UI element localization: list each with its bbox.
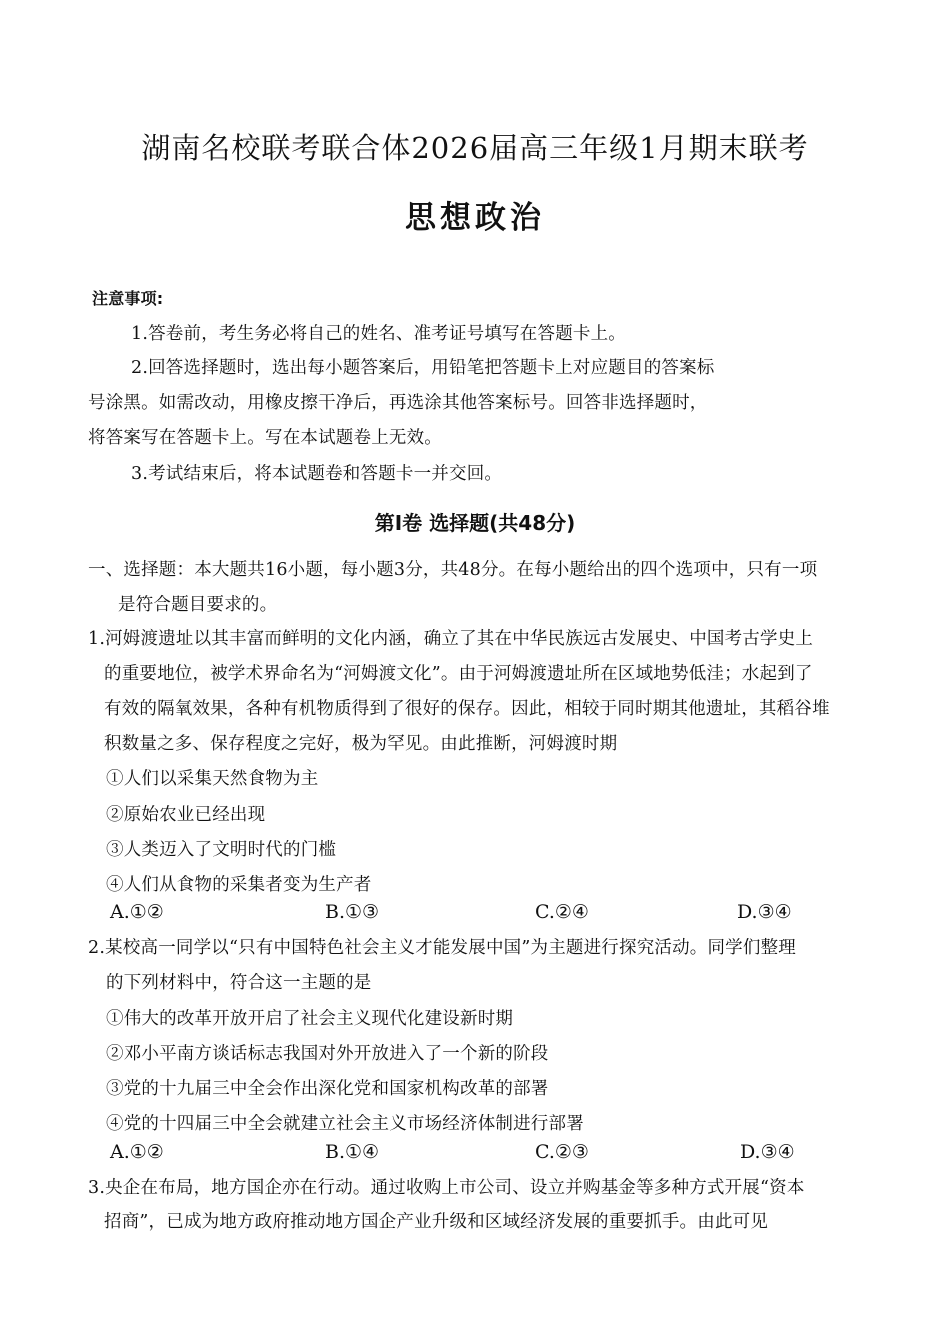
question-2-option-a: A.①② — [110, 1141, 164, 1163]
notice-heading: 注意事项: — [92, 289, 164, 308]
section-title: 第Ⅰ卷 选择题(共48分) — [374, 511, 576, 535]
question-2-stem: 的下列材料中，符合这一主题的是 — [106, 973, 372, 993]
question-1-item: ①人们以采集天然食物为主 — [106, 769, 319, 789]
question-1-item: ③人类迈入了文明时代的门槛 — [106, 840, 337, 860]
notice-line: 3.考试结束后，将本试题卷和答题卡一并交回。 — [131, 464, 503, 484]
section-instructions: 一、选择题：本大题共16小题，每小题3分，共48分。在每小题给出的四个选项中，只有一项 — [88, 560, 818, 580]
question-2-stem: 2.某校高一同学以“只有中国特色社会主义才能发展中国”为主题进行探究活动。同学们整理 — [88, 938, 796, 958]
question-2-item: ②邓小平南方谈话标志我国对外开放进入了一个新的阶段 — [106, 1044, 549, 1064]
question-1-option-a: A.①② — [110, 901, 164, 923]
question-1-stem: 的重要地位，被学术界命名为“河姆渡文化”。由于河姆渡遗址所在区域地势低洼；水起到了 — [104, 664, 813, 684]
question-1-stem: 积数量之多、保存程度之完好，极为罕见。由此推断，河姆渡时期 — [104, 734, 618, 754]
notice-line: 2.回答选择题时，选出每小题答案后，用铅笔把答题卡上对应题目的答案标 — [131, 358, 715, 378]
question-3-stem: 招商”，已成为地方政府推动地方国企产业升级和区域经济发展的重要抓手。由此可见 — [104, 1212, 769, 1232]
question-1-item: ②原始农业已经出现 — [106, 805, 266, 825]
notice-line: 号涂黑。如需改动，用橡皮擦干净后，再选涂其他答案标号。回答非选择题时， — [88, 393, 708, 413]
question-2-option-d: D.③④ — [740, 1141, 795, 1163]
question-1-option-b: B.①③ — [325, 901, 380, 923]
question-1-option-c: C.②④ — [535, 901, 589, 923]
subject-title: 思想政治 — [405, 200, 545, 236]
question-2-item: ③党的十九届三中全会作出深化党和国家机构改革的部署 — [106, 1079, 549, 1099]
question-2-option-c: C.②③ — [535, 1141, 589, 1163]
question-2-option-b: B.①④ — [325, 1141, 380, 1163]
question-1-stem: 有效的隔氧效果，各种有机物质得到了很好的保存。因此，相较于同时期其他遗址，其稻谷堆 — [104, 699, 830, 719]
question-2-item: ①伟大的改革开放开启了社会主义现代化建设新时期 — [106, 1009, 514, 1029]
question-1-option-d: D.③④ — [737, 901, 792, 923]
notice-line: 将答案写在答题卡上。写在本试题卷上无效。 — [88, 428, 442, 448]
question-1-stem: 1.河姆渡遗址以其丰富而鲜明的文化内涵，确立了其在中华民族远古发展史、中国考古学史上 — [88, 629, 814, 649]
question-3-stem: 3.央企在布局，地方国企亦在行动。通过收购上市公司、设立并购基金等多种方式开展“资本 — [88, 1178, 805, 1198]
section-instructions: 是符合题目要求的。 — [118, 595, 278, 615]
exam-title: 湖南名校联考联合体2026届高三年级1月期末联考 — [141, 131, 809, 165]
notice-line: 1.答卷前，考生务必将自己的姓名、准考证号填写在答题卡上。 — [131, 324, 626, 344]
question-2-item: ④党的十四届三中全会就建立社会主义市场经济体制进行部署 — [106, 1114, 584, 1134]
question-1-item: ④人们从食物的采集者变为生产者 — [106, 875, 372, 895]
